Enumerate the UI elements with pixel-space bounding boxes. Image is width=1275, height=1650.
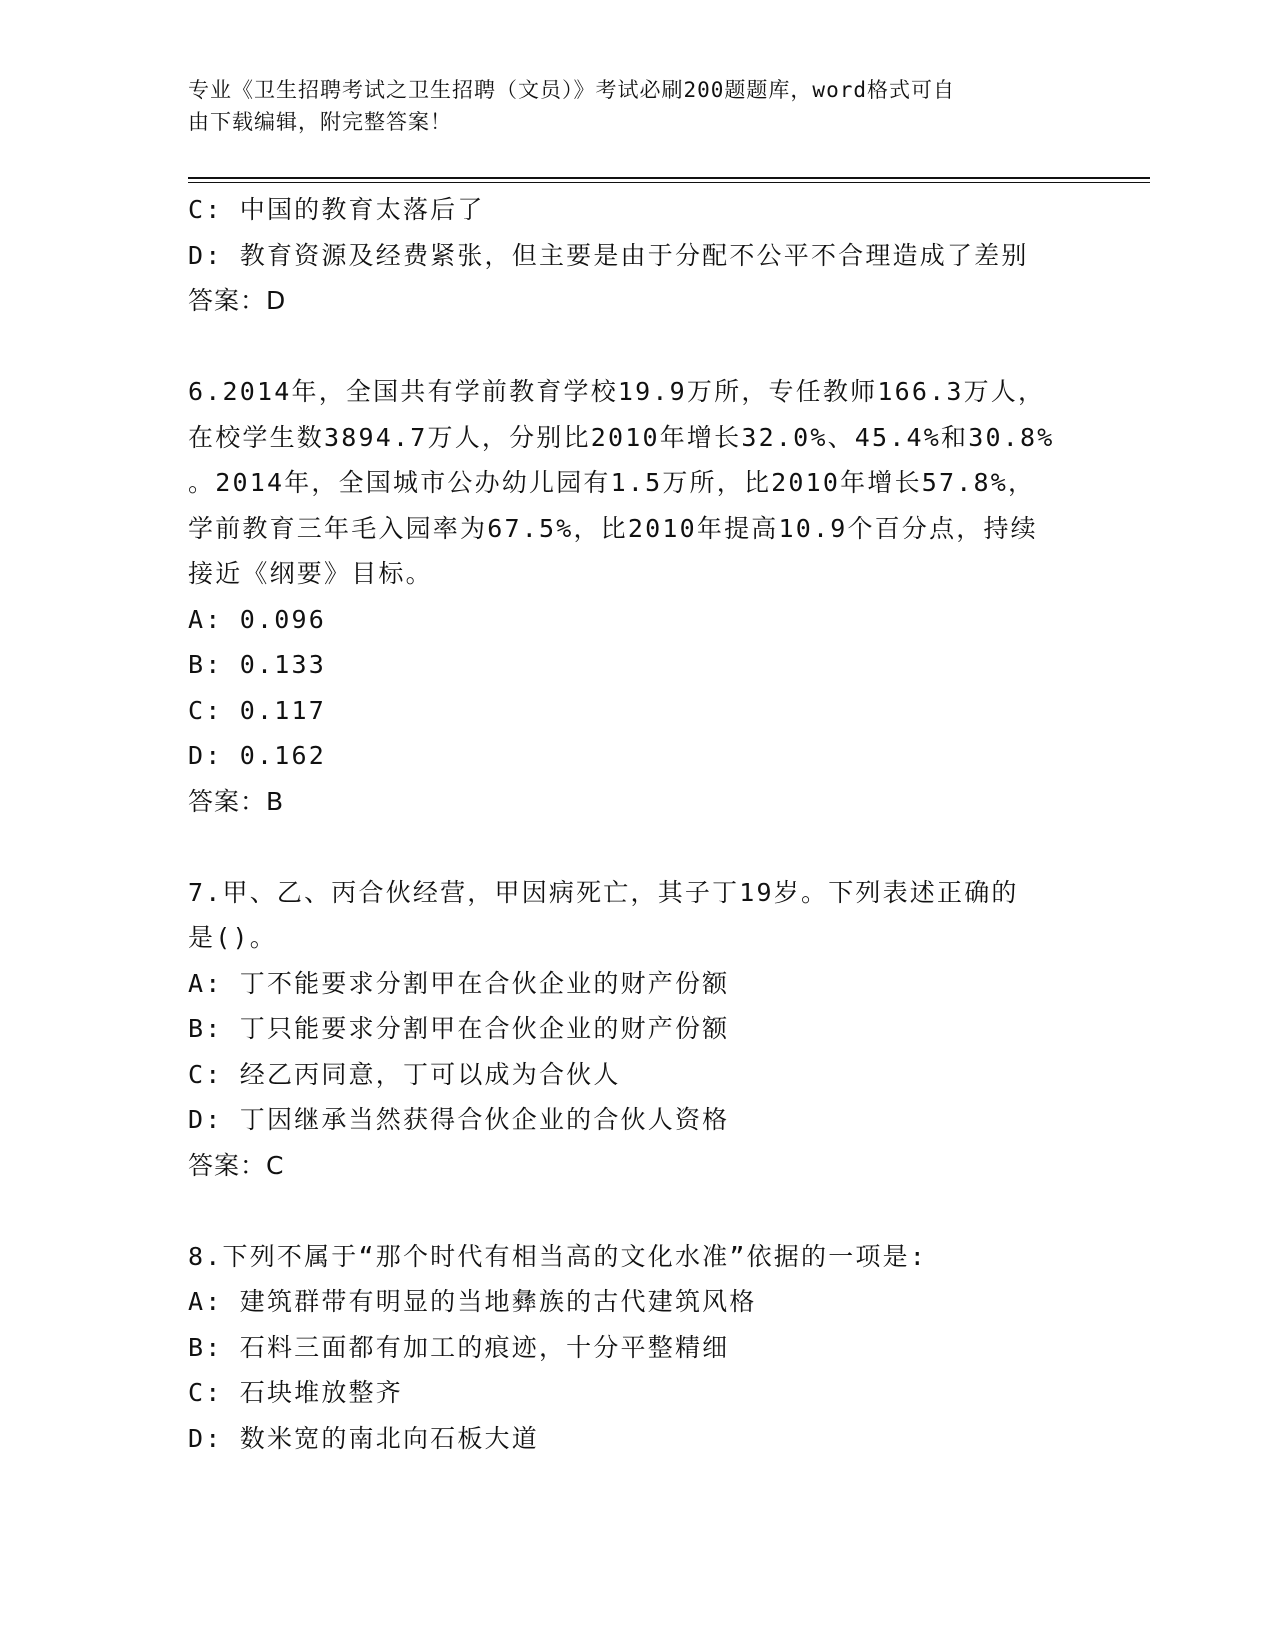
option-a: A: 丁不能要求分割甲在合伙企业的财产份额 [188,968,730,998]
question-stem-line: 是()。 [188,923,277,952]
question-7 [188,870,1088,1189]
question-stem-line: 学前教育三年毛入园率为67.5%，比2010年提高10.9个百分点，持续 [188,513,1038,543]
option-d: D: 数米宽的南北向石板大道 [188,1423,539,1453]
header-divider-thick [188,177,1150,179]
option-b: B: 0.133 [188,650,327,679]
option-d: D: 0.162 [188,741,327,770]
option-a: A: 建筑群带有明显的当地彝族的古代建筑风格 [188,1287,757,1316]
answer-label: 答案：D [188,286,287,315]
spacer [188,324,1088,370]
question-stem-line: 接近《纲要》目标。 [188,559,433,588]
option-c: C: 0.117 [188,695,327,725]
option-d: D: 丁因继承当然获得合伙企业的合伙人资格 [188,1105,730,1134]
option-c: C: 经乙丙同意，丁可以成为合伙人 [188,1059,621,1089]
option-c: C: 石块堆放整齐 [188,1378,403,1407]
header-title-line-1: 专业《卫生招聘考试之卫生招聘（文员）》考试必刷200题题库，word格式可自 [188,78,955,102]
question-6 [188,369,1088,824]
question-stem-line: 6.2014年，全国共有学前教育学校19.9万所，专任教师166.3万人， [188,377,1046,406]
spacer [188,824,1088,870]
answer-label: 答案：C [188,1150,285,1180]
option-b: B: 丁只能要求分割甲在合伙企业的财产份额 [188,1014,730,1043]
question-stem-line: 在校学生数3894.7万人，分别比2010年增长32.0%、45.4%和30.8% [188,422,1055,452]
question-list [188,187,1088,1461]
question-stem-line: 8.下列不属于“那个时代有相当高的文化水准”依据的一项是: [188,1241,928,1271]
header-title-line-2: 由下载编辑，附完整答案！ [188,110,452,134]
spacer [188,1188,1088,1234]
document-header [188,74,1068,138]
question-stem-line: 。2014年，全国城市公办幼儿园有1.5万所，比2010年增长57.8%， [188,468,1036,497]
option-c: C: 中国的教育太落后了 [188,195,485,224]
option-a: A: 0.096 [188,604,327,634]
option-d: D: 教育资源及经费紧张，但主要是由于分配不公平不合理造成了差别 [188,240,1029,270]
question-stem-line: 7.甲、乙、丙合伙经营，甲因病死亡，其子丁19岁。下列表述正确的 [188,877,1019,907]
question-5 [188,187,1088,324]
question-8 [188,1234,1088,1462]
answer-label: 答案：B [188,786,285,816]
header-divider-thin [188,182,1150,183]
option-b: B: 石料三面都有加工的痕迹，十分平整精细 [188,1332,730,1362]
